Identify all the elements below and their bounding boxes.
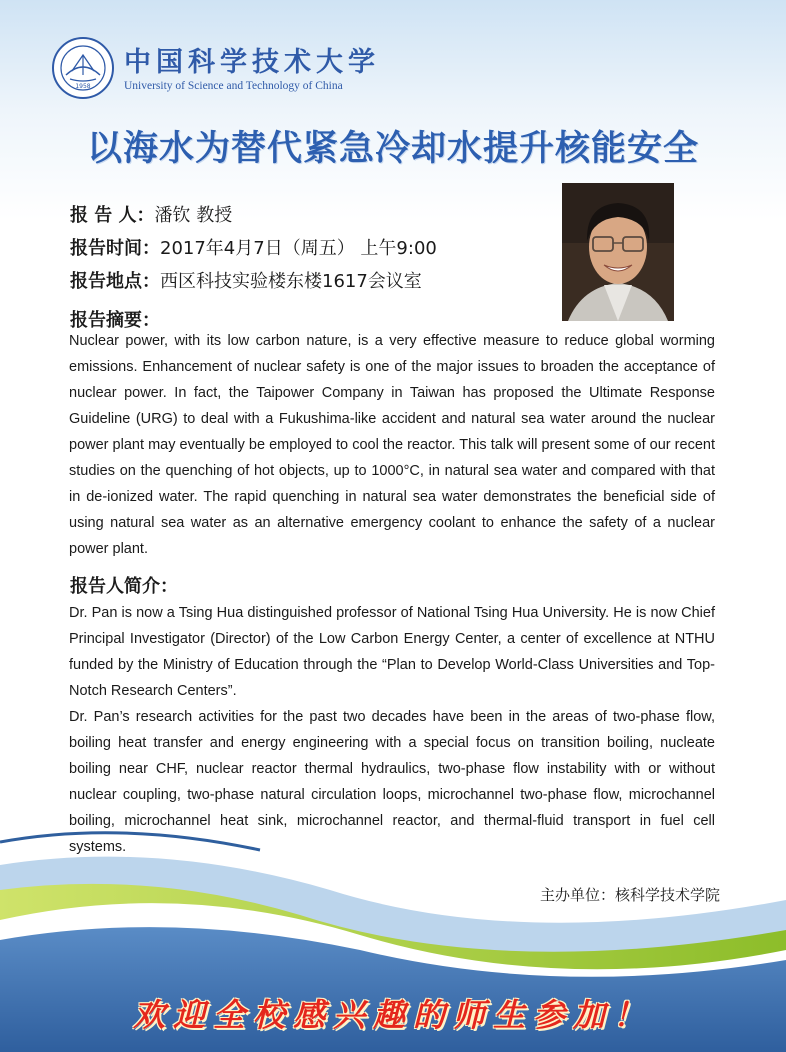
- time-label: 报告时间：: [70, 238, 160, 259]
- speaker-photo: [562, 183, 674, 321]
- university-name-en: University of Science and Technology of China: [124, 80, 343, 92]
- place-line: [70, 271, 422, 293]
- abstract-text: Nuclear power, with its low carbon nature, is a very effective measure to reduce global worming emissions. Enhancement of nuclear safety is one of the major issues to broaden the acceptance of nuclear power. In fact, the Taipower Company in Taiwan has proposed the Ultimate Response Guideline (URG) to deal with a Fukushima-like accident and natural sea water around the nuclear power plant may eventually be employed to cool the reactor. This talk will present some of our recent studies on the quenching of hot objects, up to 1000°C, in natural sea water and compared with that in de-ionized water. The rapid quenching in natural sea water demonstrates the beneficial side of using natural sea water as an alternative emergency coolant to enhance the safety of a nuclear power plant.: [69, 333, 715, 557]
- abstract-heading: 报告摘要：: [70, 310, 160, 331]
- speaker-label: 报 告 人：: [70, 205, 155, 226]
- organizer-text: 主办单位：核科学技术学院: [539, 886, 720, 904]
- time-line: [70, 238, 437, 260]
- bio-heading: 报告人简介：: [70, 576, 178, 597]
- bio-paragraph-1: Dr. Pan is now a Tsing Hua distinguished professor of National Tsing Hua University. He is now Chief Principal Investigator (Director) of the Low Carbon Energy Center, a center of excellence at NTHU funded by the Ministry of Education through the “Plan to Develop World-Class Universities and Top-Notch Research Centers”.: [69, 605, 715, 699]
- talk-title: 以海水为替代紧急冷却水提升核能安全: [86, 129, 699, 169]
- bio-paragraph-2: Dr. Pan’s research activities for the past two decades have been in the areas of two-phase flow, boiling heat transfer and energy engineering with a special focus on transition boiling, nucleate boiling near CHF, nuclear reactor thermal hydraulics, two-phase flow instability with or without nuclear coupling, two-phase natural circulation loops, microchannel two-phase flow, microchannel boiling, microchannel heat sink, microchannel reactor, and thermal-fluid transport in fuel cell systems.: [69, 709, 715, 855]
- university-name-cn: 中国科学技术大学: [124, 47, 380, 78]
- speaker-line: [70, 205, 232, 227]
- time-value: 2017年4月7日（周五） 上午9:00: [160, 238, 437, 259]
- speaker-value: 潘钦 教授: [154, 205, 233, 226]
- place-label: 报告地点：: [70, 271, 160, 292]
- university-seal-icon: [52, 37, 114, 99]
- logo-year: 1958: [75, 83, 91, 90]
- place-value: 西区科技实验楼东楼1617会议室: [160, 271, 422, 292]
- welcome-banner: 欢迎全校感兴趣的师生参加！: [132, 996, 653, 1034]
